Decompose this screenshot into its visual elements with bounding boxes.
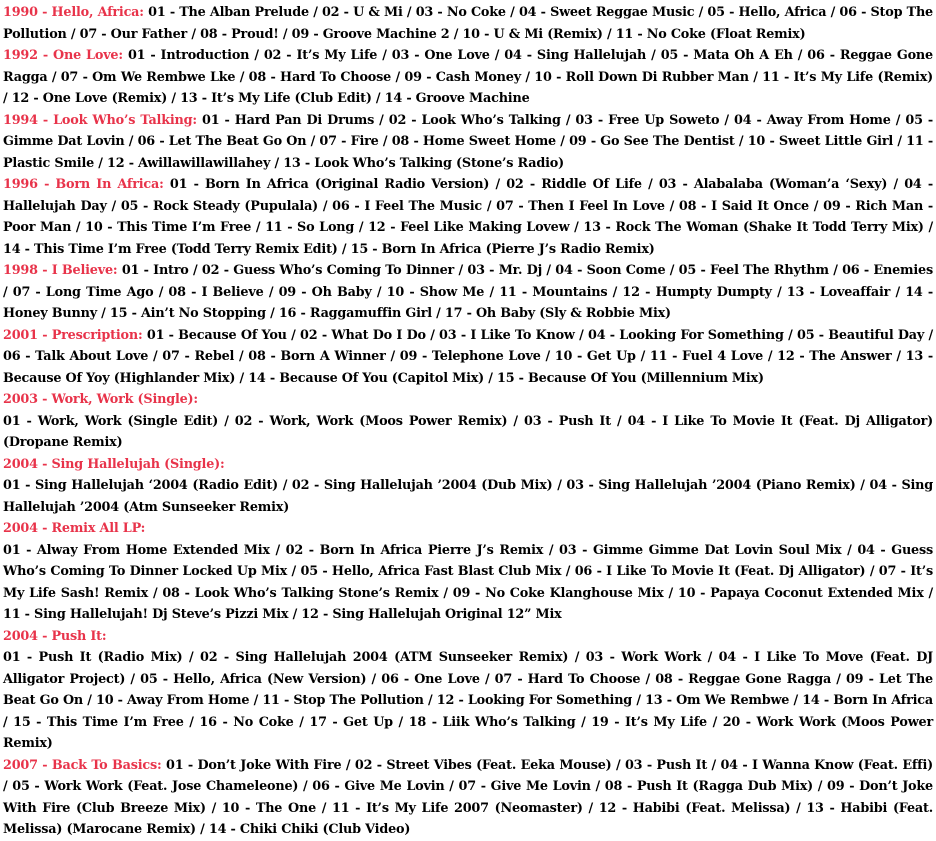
album-heading: 1992 - One Love: <box>3 48 123 63</box>
album-tracklist: 01 - Alway From Home Extended Mix / 02 - Born In Africa Pierre J’s Remix / 03 - Gimme Gimme Dat Lovin Soul Mix / 04 - Guess Who’s Coming To Dinner Locked Up Mix / 05 - Hello, Africa Fast Blast Club Mix / 06 - I Like To Movie It (Feat. Dj Alligator) / 07 - It’s My Life Sash! Remix / 08 - Look Who’s Talking Stone’s Remix / 09 - No Coke Klanghouse Mix / 10 - Papaya Coconut Extended Mix / 11 - Sing Hallelujah! Dj Steve’s Pizzi Mix / 12 - Sing Hallelujah Original 12” Mix <box>3 542 933 622</box>
album-heading: 2003 - Work, Work (Single): <box>3 392 198 407</box>
album-entry-2007 <box>3 755 933 841</box>
album-tracklist: 01 - Born In Africa (Original Radio Version) / 02 - Riddle Of Life / 03 - Alabalaba (Woman’a ‘Sexy) / 04 - Hallelujah Day / 05 - Rock Steady (Pupulala) / 06 - I Feel The Music / 07 - Then I Feel In Love / 08 - I Said It Once / 09 - Rich Man - Poor Man / 10 - This Time I’m Free / 11 - So Long / 12 - Feel Like Making Lovew / 13 - Rock The Woman (Shake It Todd Terry Mix) / 14 - This Time I’m Free (Todd Terry Remix Edit) / 15 - Born In Africa (Pierre J’s Radio Remix) <box>3 177 934 257</box>
album-entry-1990 <box>3 2 933 45</box>
album-tracklist: 01 - Introduction / 02 - It’s My Life / 03 - One Love / 04 - Sing Hallelujah / 05 - Mata Oh A Eh / 06 - Reggae Gone Ragga / 07 - Om We Rembwe Lke / 08 - Hard To Choose / 09 - Cash Money / 10 - Roll Down Di Rubber Man / 11 - It’s My Life (Remix) / 12 - One Love (Remix) / 13 - It’s My Life (Club Edit) / 14 - Groove Machine <box>3 48 933 106</box>
album-tracklist: 01 - The Alban Prelude / 02 - U & Mi / 03 - No Coke / 04 - Sweet Reggae Music / 05 - Hello, Africa / 06 - Stop The Pollution / 07 - Our Father / 08 - Proud! / 09 - Groove Machine 2 / 10 - U & Mi (Remix) / 11 - No Coke (Float Remix) <box>3 5 933 42</box>
album-tracklist: 01 - Don’t Joke With Fire / 02 - Street Vibes (Feat. Eeka Mouse) / 03 - Push It / 04 - I Wanna Know (Feat. Effi) / 05 - Work Work (Feat. Jose Chameleone) / 06 - Give Me Lovin / 07 - Give Me Lovin / 08 - Push It (Ragga Dub Mix) / 09 - Don’t Joke With Fire (Club Breeze Mix) / 10 - The One / 11 - It’s My Life 2007 (Neomaster) / 12 - Habibi (Feat. Melissa) / 13 - Habibi (Feat. Melissa) (Marocane Remix) / 14 - Chiki Chiki (Club Video) <box>3 757 933 837</box>
album-entry-2001 <box>3 325 933 390</box>
album-heading: 1996 - Born In Africa: <box>3 177 164 192</box>
album-tracklist: 01 - Push It (Radio Mix) / 02 - Sing Hallelujah 2004 (ATM Sunseeker Remix) / 03 - Work Work / 04 - I Like To Move (Feat. DJ Alligator Project) / 05 - Hello, Africa (New Version) / 06 - One Love / 07 - Hard To Choose / 08 - Reggae Gone Ragga / 09 - Let The Beat Go On / 10 - Away From Home / 11 - Stop The Pollution / 12 - Looking For Something / 13 - Om We Rembwe / 14 - Born In Africa / 15 - This Time I’m Free / 16 - No Coke / 17 - Get Up / 18 - Liik Who’s Talking / 19 - It’s My Life / 20 - Work Work (Moos Power Remix) <box>3 650 933 751</box>
album-tracklist: 01 - Intro / 02 - Guess Who’s Coming To Dinner / 03 - Mr. Dj / 04 - Soon Come / 05 - Feel The Rhythm / 06 - Enemies / 07 - Long Time Ago / 08 - I Believe / 09 - Oh Baby / 10 - Show Me / 11 - Mountains / 12 - Humpty Dumpty / 13 - Loveaffair / 14 - Honey Bunny / 15 - Ain’t No Stopping / 16 - Raggamuffin Girl / 17 - Oh Baby (Sly & Robbie Mix) <box>3 263 933 321</box>
album-entry-2003-work-work <box>3 389 933 454</box>
album-heading: 2004 - Push It: <box>3 628 107 644</box>
album-entry-2004-push-it <box>3 626 933 755</box>
album-tracklist: 01 - Work, Work (Single Edit) / 02 - Work, Work (Moos Power Remix) / 03 - Push It / 04 - I Like To Movie It (Feat. Dj Alligator) (Dropane Remix) <box>3 413 933 450</box>
album-heading: 2004 - Sing Hallelujah (Single): <box>3 456 225 472</box>
album-entry-2004-remix-all-lp <box>3 518 933 626</box>
album-heading: 1994 - Look Who’s Talking: <box>3 112 197 128</box>
album-heading: 1998 - I Believe: <box>3 263 118 278</box>
album-heading: 2007 - Back To Basics: <box>3 757 162 773</box>
album-tracklist: 01 - Hard Pan Di Drums / 02 - Look Who’s Talking / 03 - Free Up Soweto / 04 - Away From Home / 05 - Gimme Dat Lovin / 06 - Let The Beat Go On / 07 - Fire / 08 - Home Sweet Home / 09 - Go See The Dentist / 10 - Sweet Little Girl / 11 - Plastic Smile / 12 - Awillawillawillahey / 13 - Look Who’s Talking (Stone’s Radio) <box>3 112 933 171</box>
album-tracklist: 01 - Sing Hallelujah ‘2004 (Radio Edit) / 02 - Sing Hallelujah ’2004 (Dub Mix) / 03 - Sing Hallelujah ’2004 (Piano Remix) / 04 - Sing Hallelujah ’2004 (Atm Sunseeker Remix) <box>3 478 933 515</box>
album-heading: 2001 - Prescription: <box>3 327 143 343</box>
album-entry-1994 <box>3 110 933 175</box>
album-heading: 2004 - Remix All LP: <box>3 521 146 536</box>
album-entry-1996 <box>3 174 933 260</box>
album-entry-1998 <box>3 260 933 325</box>
album-entry-1992 <box>3 45 933 110</box>
album-tracklist: 01 - Because Of You / 02 - What Do I Do / 03 - I Like To Know / 04 - Looking For Something / 05 - Beautiful Day / 06 - Talk About Love / 07 - Rebel / 08 - Born A Winner / 09 - Telephone Love / 10 - Get Up / 11 - Fuel 4 Love / 12 - The Answer / 13 - Because Of Yoy (Highlander Mix) / 14 - Because Of You (Capitol Mix) / 15 - Because Of You (Millennium Mix) <box>3 327 933 386</box>
album-heading: 1990 - Hello, Africa: <box>3 5 144 20</box>
album-entry-2004-sing-hallelujah <box>3 454 933 519</box>
